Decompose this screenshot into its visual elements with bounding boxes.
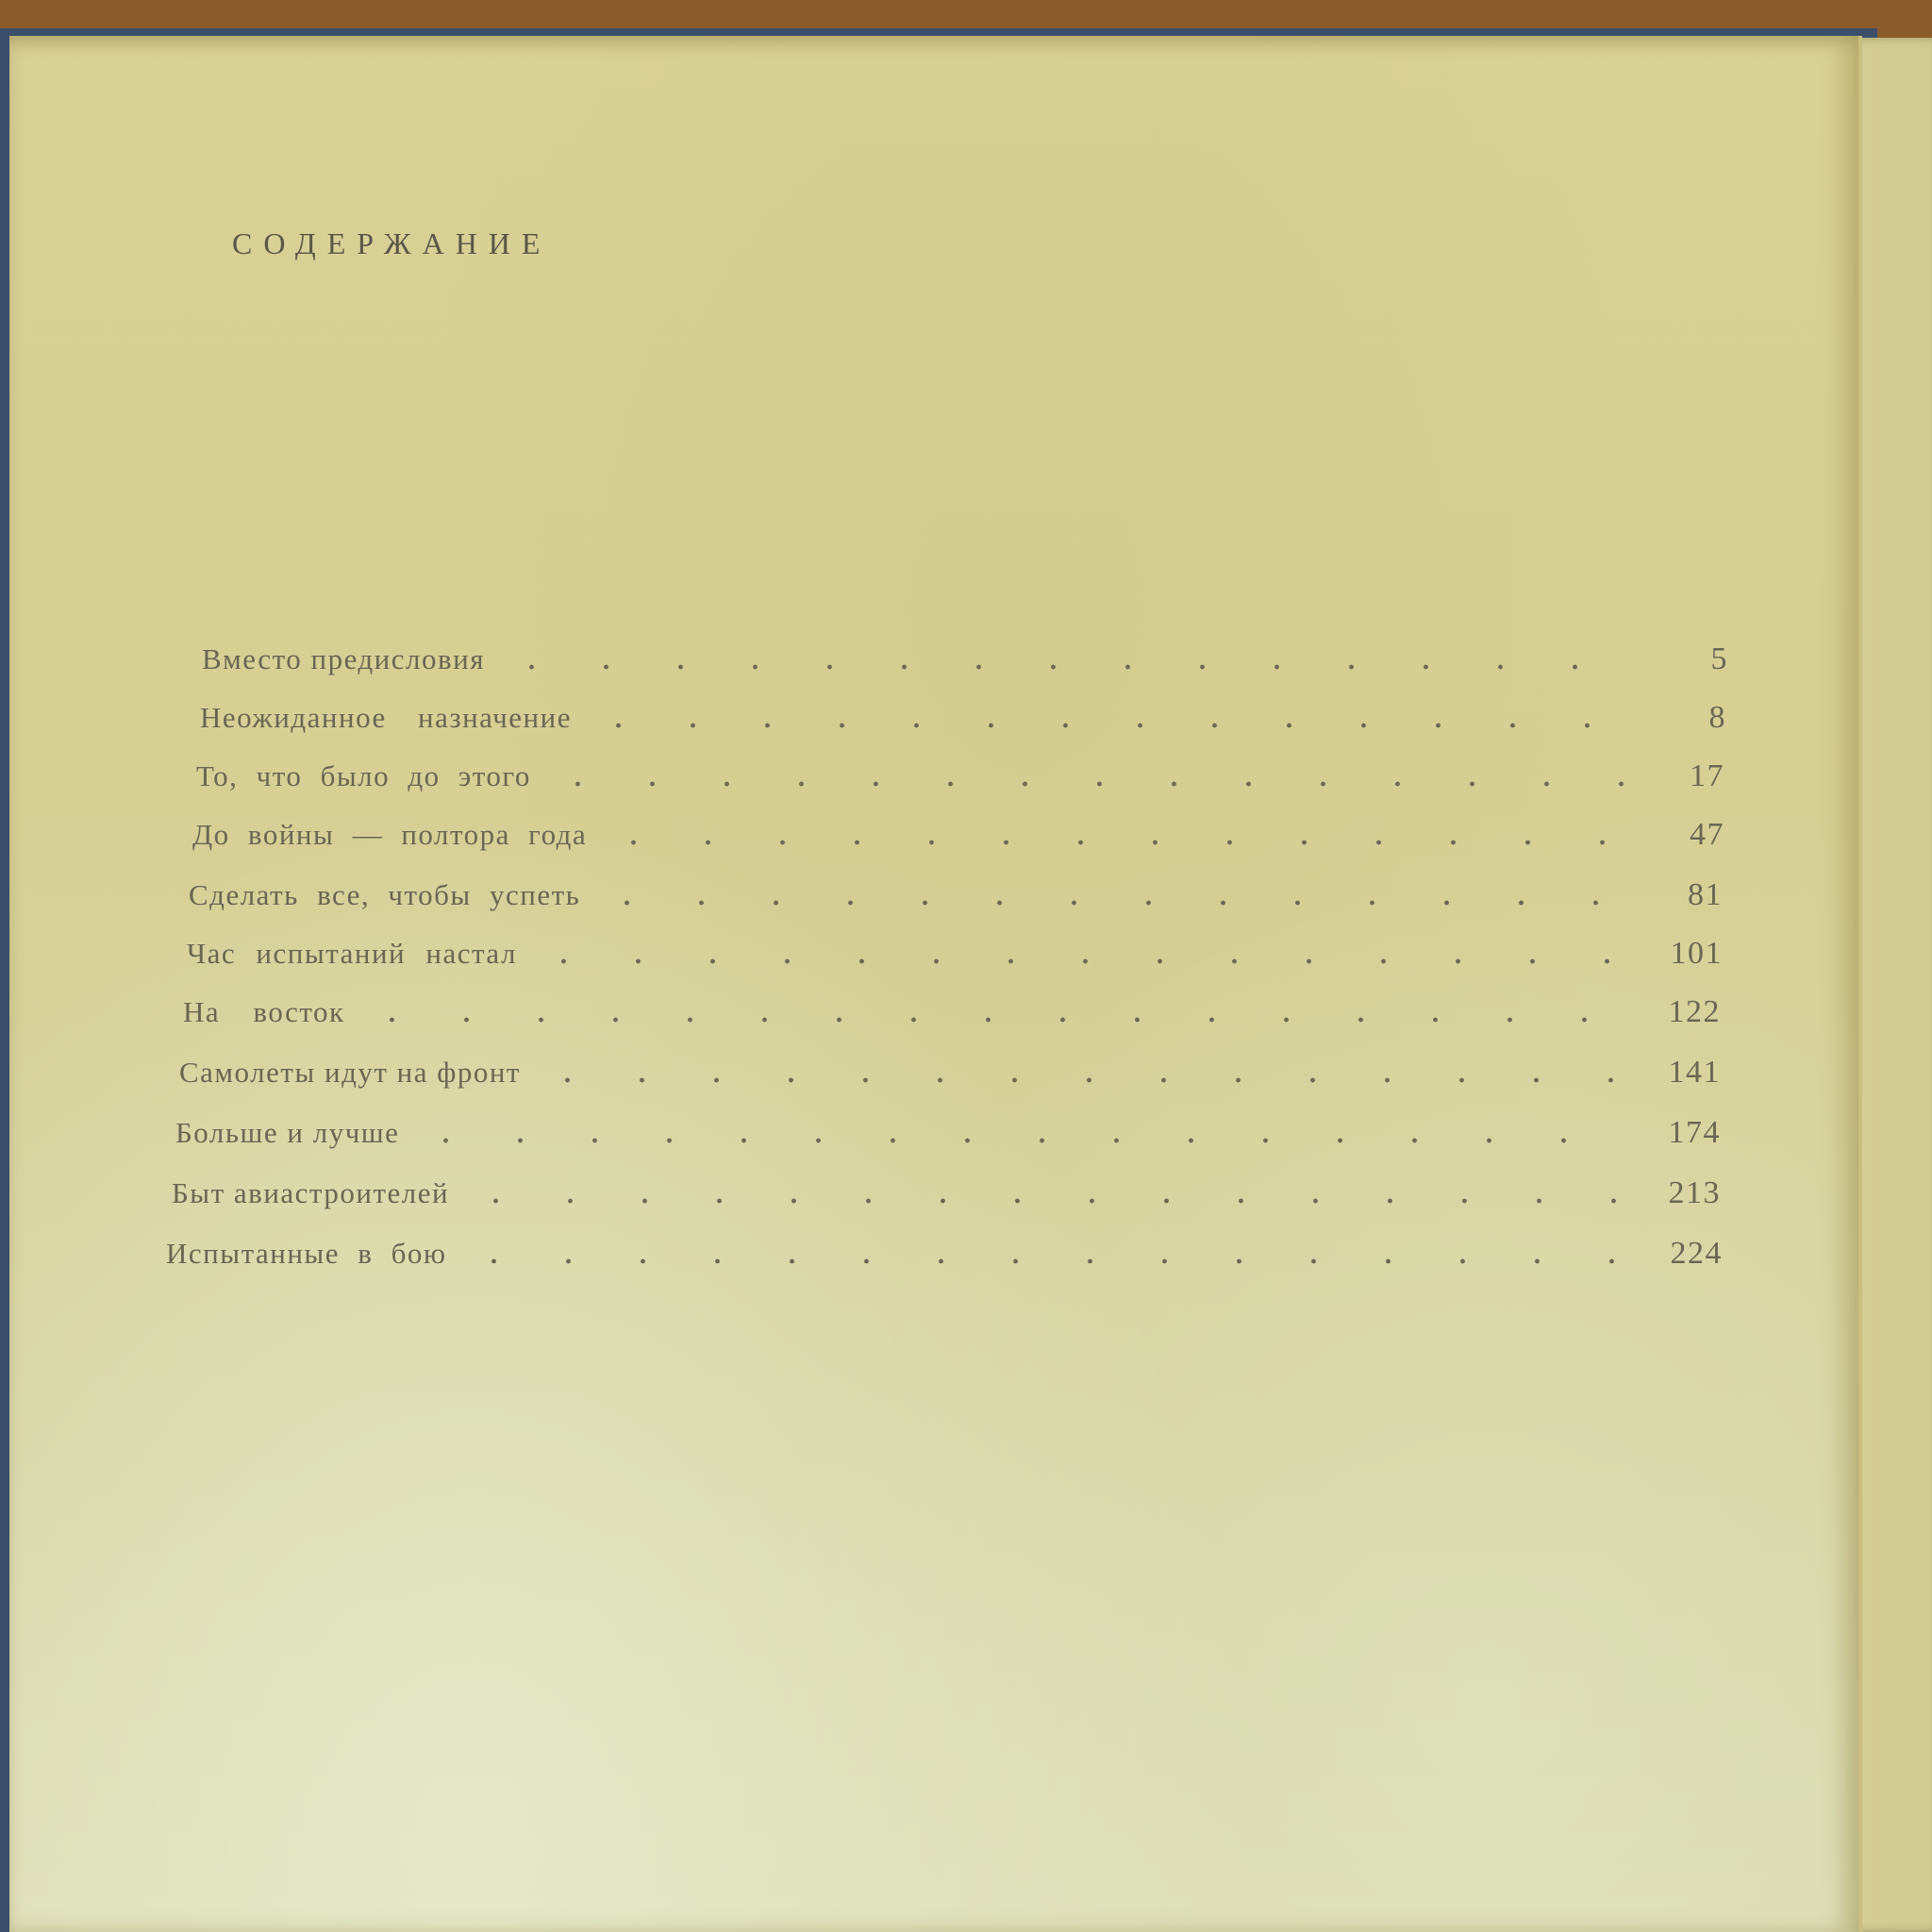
toc-entry — [172, 1175, 1721, 1221]
dot-leader — [596, 818, 1626, 852]
dot-leader — [526, 937, 1624, 971]
toc-entry-title: То, что было до этого — [196, 759, 531, 792]
toc-entry-title: Самолеты идут на фронт — [179, 1056, 521, 1089]
dot-leader — [581, 701, 1628, 735]
toc-entry — [175, 1115, 1721, 1160]
toc-entry — [179, 1055, 1721, 1100]
contents-heading: СОДЕРЖАНИЕ — [232, 226, 552, 260]
dot-leader — [530, 1056, 1623, 1090]
toc-entry — [196, 758, 1724, 804]
dot-leader — [541, 759, 1626, 793]
toc-entry — [202, 641, 1728, 687]
dot-leader — [457, 1237, 1624, 1271]
toc-entry-title: Неожиданное назначение — [200, 701, 572, 734]
toc-entry-title: До войны — полтора года — [192, 818, 588, 851]
toc-entry-page: 213 — [1668, 1175, 1721, 1210]
toc-entry — [166, 1236, 1723, 1281]
toc-entry-page: 224 — [1670, 1236, 1723, 1271]
toc-entry-page: 17 — [1690, 758, 1724, 793]
toc-entry — [200, 700, 1726, 745]
toc-entry-title: На восток — [183, 995, 345, 1028]
toc-entry-page: 81 — [1688, 877, 1723, 912]
toc-entry — [192, 817, 1724, 862]
toc-entry-title: Сделать все, чтобы успеть — [189, 878, 581, 911]
toc-entry — [183, 994, 1721, 1040]
toc-entry-page: 5 — [1710, 641, 1728, 676]
toc-entry-page: 101 — [1670, 936, 1723, 971]
toc-entry-page: 122 — [1668, 994, 1721, 1029]
toc-entry-page: 8 — [1708, 700, 1726, 735]
toc-entry-title: Испытанные в бою — [166, 1237, 447, 1270]
dot-leader — [494, 642, 1630, 676]
toc-entry-title: Вместо предисловия — [202, 642, 485, 675]
toc-entry-page: 174 — [1668, 1115, 1721, 1150]
dot-leader — [408, 1116, 1623, 1150]
toc-entry-page: 47 — [1690, 817, 1724, 852]
toc-entry-title: Быт авиастроителей — [172, 1176, 450, 1209]
book-page — [9, 36, 1862, 1932]
toc-entry — [189, 877, 1723, 923]
toc-entry-title: Больше и лучше — [175, 1116, 400, 1149]
dot-leader — [355, 995, 1623, 1029]
table-of-contents — [9, 36, 1858, 1932]
toc-entry-page: 141 — [1668, 1055, 1721, 1090]
dot-leader — [458, 1176, 1623, 1210]
dot-leader — [590, 878, 1624, 912]
toc-entry-title: Час испытаний настал — [187, 937, 517, 970]
toc-entry — [187, 936, 1723, 981]
